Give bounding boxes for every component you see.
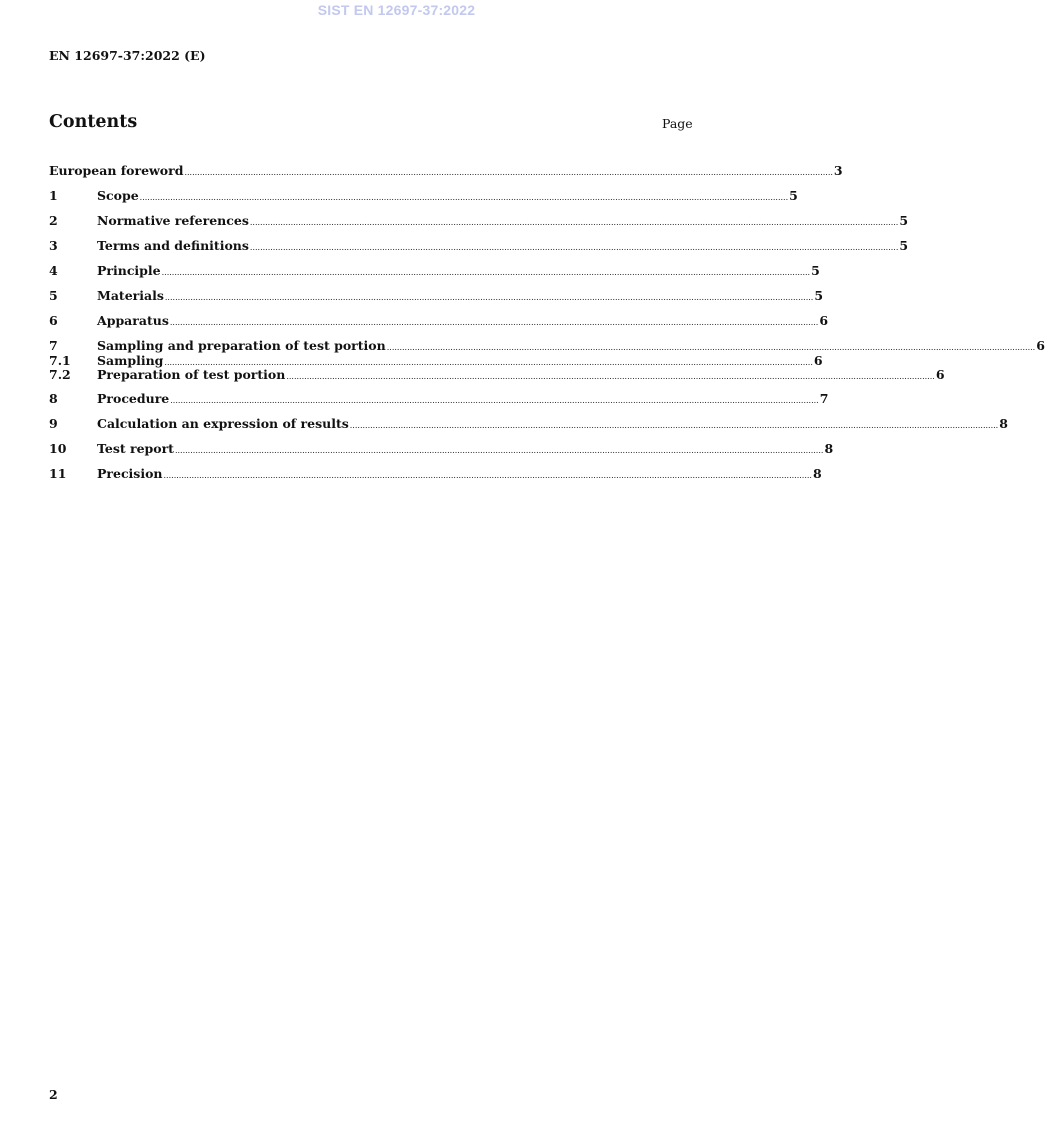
toc-entry-title: Test report: [97, 441, 174, 456]
dot-leader: ...............................................................................................................................................................................................................................................................: [249, 218, 899, 227]
toc-entry-title: Apparatus: [97, 313, 169, 328]
toc-entry-apparatus[interactable]: [49, 312, 829, 329]
toc-entry-title: Sampling: [97, 353, 164, 368]
toc-entry-title: Normative references: [97, 213, 249, 228]
toc-entry-number: 7.2: [49, 367, 71, 382]
toc-entry-title: Precision: [97, 466, 163, 481]
toc-entry-number: 1: [49, 188, 58, 203]
toc-entry-terms-and-definitions[interactable]: [49, 237, 909, 254]
dot-leader: ...............................................................................................................................................................................................................................................................: [164, 358, 813, 367]
toc-entry-number: 2: [49, 213, 58, 228]
toc-entry-page: 7: [819, 391, 829, 406]
toc-entry-page: 8: [999, 416, 1008, 431]
document-id-header: EN 12697-37:2022 (E): [49, 48, 206, 63]
toc-entry-page: 5: [789, 188, 798, 203]
toc-entry-european-foreword[interactable]: [49, 162, 843, 179]
toc-entry-page: 6: [935, 367, 945, 382]
toc-entry-number: 9: [49, 416, 58, 431]
toc-entry-number: 8: [49, 391, 58, 406]
toc-entry-page: 8: [812, 466, 822, 481]
toc-entry-page: 5: [899, 213, 909, 228]
toc-entry-number: 7: [49, 338, 58, 353]
toc-entry-sampling[interactable]: [49, 353, 823, 368]
toc-entry-title: Preparation of test portion: [97, 367, 286, 382]
dot-leader: ...............................................................................................................................................................................................................................................................: [169, 318, 819, 327]
page-column-label: Page: [662, 116, 693, 131]
toc-entry-page: 5: [814, 288, 824, 303]
toc-entry-title: Materials: [97, 288, 164, 303]
toc-entry-normative-references[interactable]: [49, 212, 909, 229]
toc-entry-title: Calculation an expression of results: [97, 416, 349, 431]
contents-title: Contents: [49, 112, 138, 132]
dot-leader: ...............................................................................................................................................................................................................................................................: [139, 193, 789, 202]
toc-entry-page: 6: [813, 353, 823, 368]
toc-entry-title: Scope: [97, 188, 139, 203]
dot-leader: ...............................................................................................................................................................................................................................................................: [174, 446, 824, 455]
watermark: SIST EN 12697-37:2022: [317, 2, 476, 18]
toc-entry-test-report[interactable]: [49, 440, 834, 457]
toc-entry-title: European foreword: [49, 163, 184, 178]
toc-entry-title: Principle: [97, 263, 161, 278]
toc-entry-procedure[interactable]: [49, 390, 829, 407]
toc-entry-number: 7.1: [49, 353, 71, 368]
toc-entry-sampling-and-preparation[interactable]: [49, 337, 1045, 354]
table-of-contents: [49, 162, 1045, 482]
toc-entry-title: Sampling and preparation of test portion: [97, 338, 386, 353]
dot-leader: ...............................................................................................................................................................................................................................................................: [164, 293, 814, 302]
toc-entry-precision[interactable]: [49, 465, 822, 482]
toc-entry-principle[interactable]: [49, 262, 820, 279]
toc-entry-page: 6: [1036, 338, 1045, 353]
dot-leader: ...............................................................................................................................................................................................................................................................: [170, 396, 819, 405]
toc-entry-page: 5: [811, 263, 820, 278]
toc-entry-number: 4: [49, 263, 58, 278]
dot-leader: ...............................................................................................................................................................................................................................................................: [184, 168, 833, 177]
toc-entry-title: Procedure: [97, 391, 170, 406]
dot-leader: ...............................................................................................................................................................................................................................................................: [161, 268, 811, 277]
toc-entry-number: 3: [49, 238, 58, 253]
toc-entry-materials[interactable]: [49, 287, 824, 304]
toc-entry-page: 5: [899, 238, 909, 253]
dot-leader: ...............................................................................................................................................................................................................................................................: [386, 343, 1036, 352]
toc-entry-scope[interactable]: [49, 187, 798, 204]
dot-leader: ...............................................................................................................................................................................................................................................................: [349, 421, 999, 430]
toc-entry-number: 10: [49, 441, 67, 456]
toc-entry-calculation[interactable]: [49, 415, 1008, 432]
toc-entry-page: 6: [819, 313, 829, 328]
toc-entry-title: Terms and definitions: [97, 238, 249, 253]
toc-entry-number: 6: [49, 313, 58, 328]
dot-leader: ...............................................................................................................................................................................................................................................................: [163, 471, 812, 480]
toc-entry-number: 11: [49, 466, 67, 481]
toc-entry-page: 3: [833, 163, 843, 178]
toc-entry-page: 8: [824, 441, 834, 456]
page-number: 2: [49, 1087, 58, 1102]
dot-leader: ...............................................................................................................................................................................................................................................................: [249, 243, 899, 252]
toc-entry-number: 5: [49, 288, 58, 303]
toc-entry-preparation-of-test-portion[interactable]: [49, 367, 945, 382]
dot-leader: ...............................................................................................................................................................................................................................................................: [286, 372, 935, 381]
